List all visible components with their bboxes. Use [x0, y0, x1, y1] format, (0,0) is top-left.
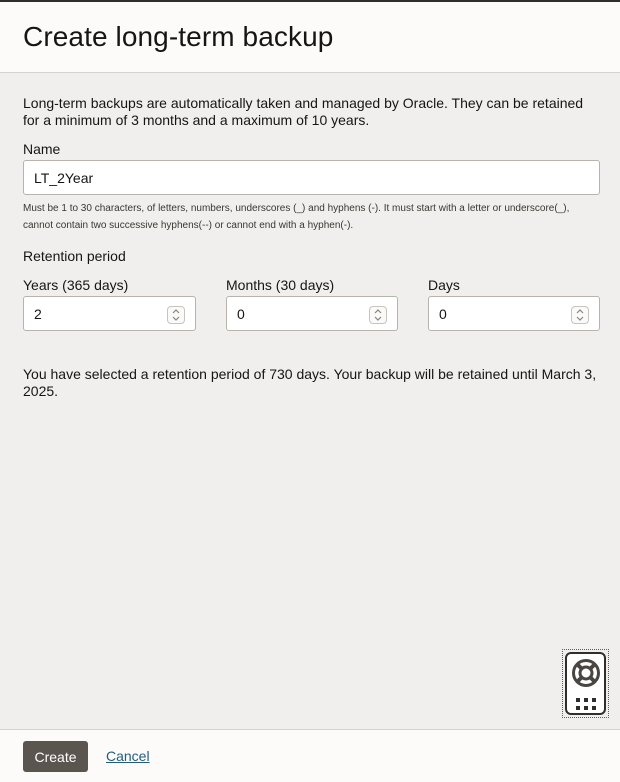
help-button-body [565, 652, 606, 715]
months-label: Months (30 days) [226, 277, 335, 293]
name-help-text: Must be 1 to 30 characters, of letters, numbers, underscores (_) and hyphens (-). It must start with a letter or underscore(_), cannot contain two successive hyphens(--) or cannot end with a hyphen(-). [23, 203, 570, 231]
dialog-title: Create long-term backup [23, 21, 334, 52]
cancel-link[interactable]: Cancel [106, 748, 150, 764]
days-stepper[interactable] [571, 306, 589, 324]
name-input[interactable] [23, 160, 600, 195]
chevron-updown-icon [171, 308, 181, 322]
years-value: 2 [34, 306, 42, 322]
months-input[interactable] [226, 296, 398, 331]
lifebuoy-icon [571, 658, 601, 688]
days-label: Days [428, 277, 460, 293]
months-stepper[interactable] [369, 306, 387, 324]
years-label: Years (365 days) [23, 277, 129, 293]
years-input[interactable] [23, 296, 196, 331]
days-input[interactable] [428, 296, 600, 331]
chevron-updown-icon [575, 308, 585, 322]
years-stepper[interactable] [167, 306, 185, 324]
help-button[interactable] [562, 649, 609, 718]
dialog-body [0, 74, 620, 729]
intro-text: Long-term backups are automatically taken and managed by Oracle. They can be retained for a minimum of 3 months and a maximum of 10 years. [23, 95, 584, 128]
dialog-footer [0, 729, 620, 782]
name-label: Name [23, 141, 61, 157]
months-value: 0 [237, 306, 245, 322]
retention-period-label: Retention period [23, 248, 126, 264]
grid-dots-icon [576, 698, 598, 710]
retention-summary: You have selected a retention period of 730 days. Your backup will be retained until March 3, 2025. [23, 366, 597, 399]
dialog-header [0, 2, 620, 73]
create-button[interactable]: Create [23, 741, 88, 772]
days-value: 0 [439, 306, 447, 322]
chevron-updown-icon [373, 308, 383, 322]
